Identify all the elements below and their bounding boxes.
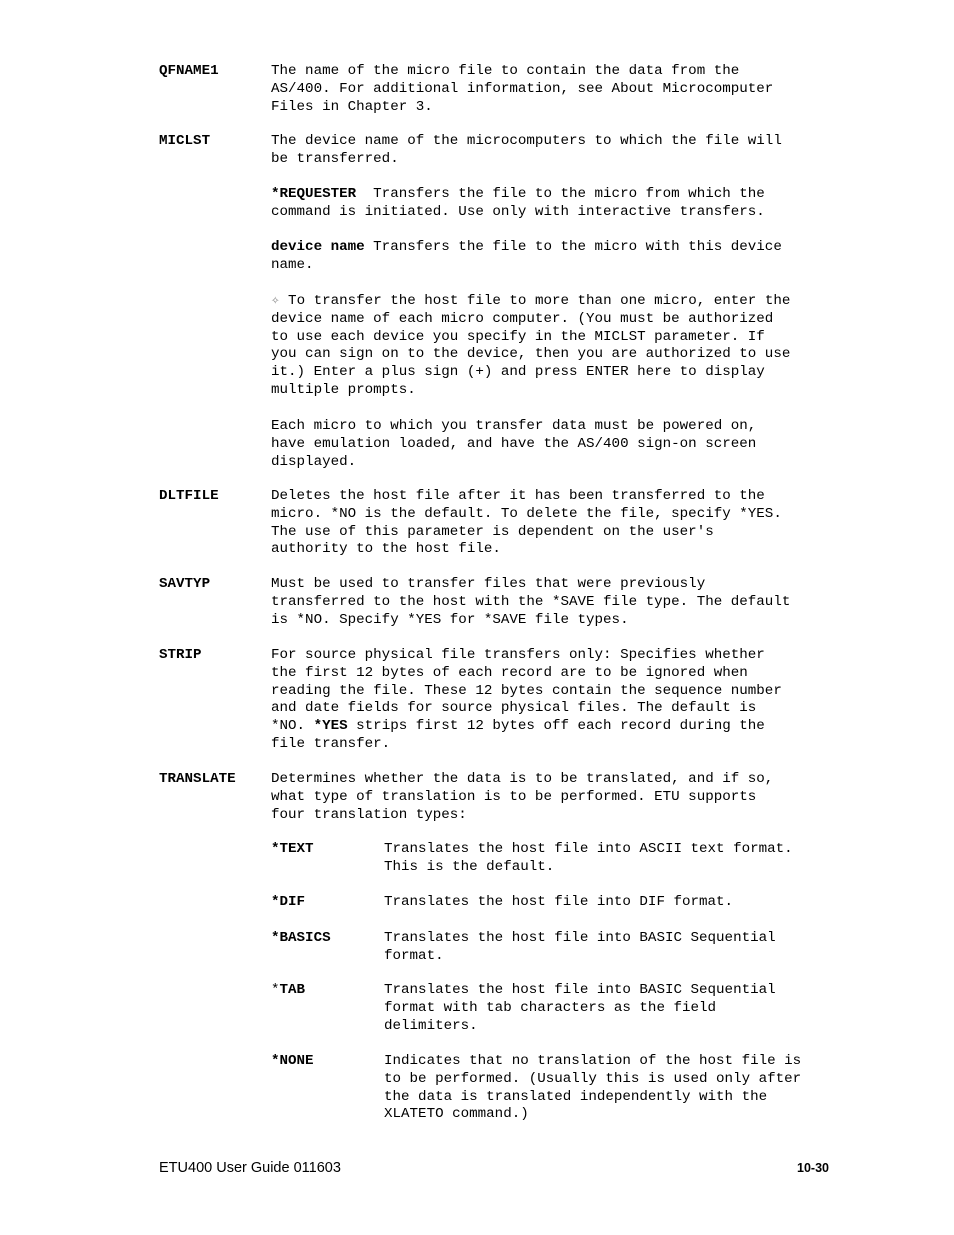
miclst-note-text: To transfer the host file to more than one micro, enter the device name of each micro computer. (You must be authorized to use each device you specify in the MICLST parameter. If you can sign on to the device, then you are authorized to use it.) Enter a plus sign (+) and press ENTER here to display multiple prompts. xyxy=(271,293,791,398)
param-translate-name: TRANSLATE xyxy=(159,771,236,787)
footer-page-number: 10-30 xyxy=(797,1161,829,1175)
tab-term-prefix: * xyxy=(271,982,280,998)
miclst-device-desc: Transfers the file to the micro with this device name. xyxy=(271,239,782,273)
param-dltfile-desc: Deletes the host file after it has been transferred to the micro. *NO is the default. To delete the file, specify *YES. The use of this parameter is dependent on the user's authority to the host file. xyxy=(271,488,782,558)
param-strip-desc xyxy=(271,647,871,754)
strip-desc-bold: *YES xyxy=(313,718,348,735)
note-marker-icon: ✧ xyxy=(271,293,280,309)
param-miclst-desc: The device name of the microcomputers to which the file will be transferred. xyxy=(271,133,782,167)
param-qfname1-name: QFNAME1 xyxy=(159,63,219,79)
translate-type-term: *BASICS xyxy=(271,930,331,946)
param-qfname1-desc: The name of the micro file to contain the data from the AS/400. For additional information, see About Microcomputer Files in Chapter 3. xyxy=(271,63,774,115)
translate-type-term: *DIF xyxy=(271,894,306,910)
translate-type-desc: Translates the host file into ASCII text format. This is the default. xyxy=(384,841,793,875)
miclst-note2: Each micro to which you transfer data must be powered on, have emulation loaded, and have the AS/400 sign-on screen displayed. xyxy=(271,418,757,470)
footer-title: ETU400 User Guide 011603 xyxy=(159,1160,341,1176)
translate-type-desc: Translates the host file into BASIC Sequential format with tab characters as the field delimiters. xyxy=(384,982,776,1034)
miclst-device-term: device name xyxy=(271,239,365,255)
param-translate-desc: Determines whether the data is to be translated, and if so, what type of translation is to be performed. ETU supports four translation types: xyxy=(271,771,774,823)
param-miclst-name: MICLST xyxy=(159,133,211,149)
param-savtyp-desc: Must be used to transfer files that were previously transferred to the host with the *SAVE file type. The default is *NO. Specify *YES for *SAVE file types. xyxy=(271,576,791,628)
miclst-requester-option xyxy=(271,186,871,222)
miclst-requester-term: *REQUESTER xyxy=(271,186,357,202)
translate-type-term: *TEXT xyxy=(271,841,314,857)
miclst-device-option xyxy=(271,239,871,275)
translate-type-desc: Translates the host file into DIF format. xyxy=(384,894,734,910)
translate-type-term: *NONE xyxy=(271,1053,314,1069)
translate-type-term-tab xyxy=(271,982,305,1000)
param-strip-name: STRIP xyxy=(159,647,202,663)
miclst-requester-desc: Transfers the file to the micro from which the command is initiated. Use only with interactive transfers. xyxy=(271,186,765,220)
strip-desc-a: For source physical file transfers only: Specifies whether the first 12 bytes of each record are to be ignored when reading the file. These 12 bytes contain the sequence number and date fields for source physical files. The default is *NO. xyxy=(271,647,782,735)
translate-type-desc: Indicates that no translation of the host file is to be performed. (Usually this is used only after the data is translated independently with the XLATETO command.) xyxy=(384,1053,802,1123)
miclst-note xyxy=(271,293,871,400)
param-savtyp-name: SAVTYP xyxy=(159,576,211,592)
param-dltfile-name: DLTFILE xyxy=(159,488,219,504)
tab-term-name: TAB xyxy=(279,982,306,998)
translate-type-desc: Translates the host file into BASIC Sequential format. xyxy=(384,930,776,964)
strip-desc-b: strips first 12 bytes off each record during the file transfer. xyxy=(271,718,765,752)
